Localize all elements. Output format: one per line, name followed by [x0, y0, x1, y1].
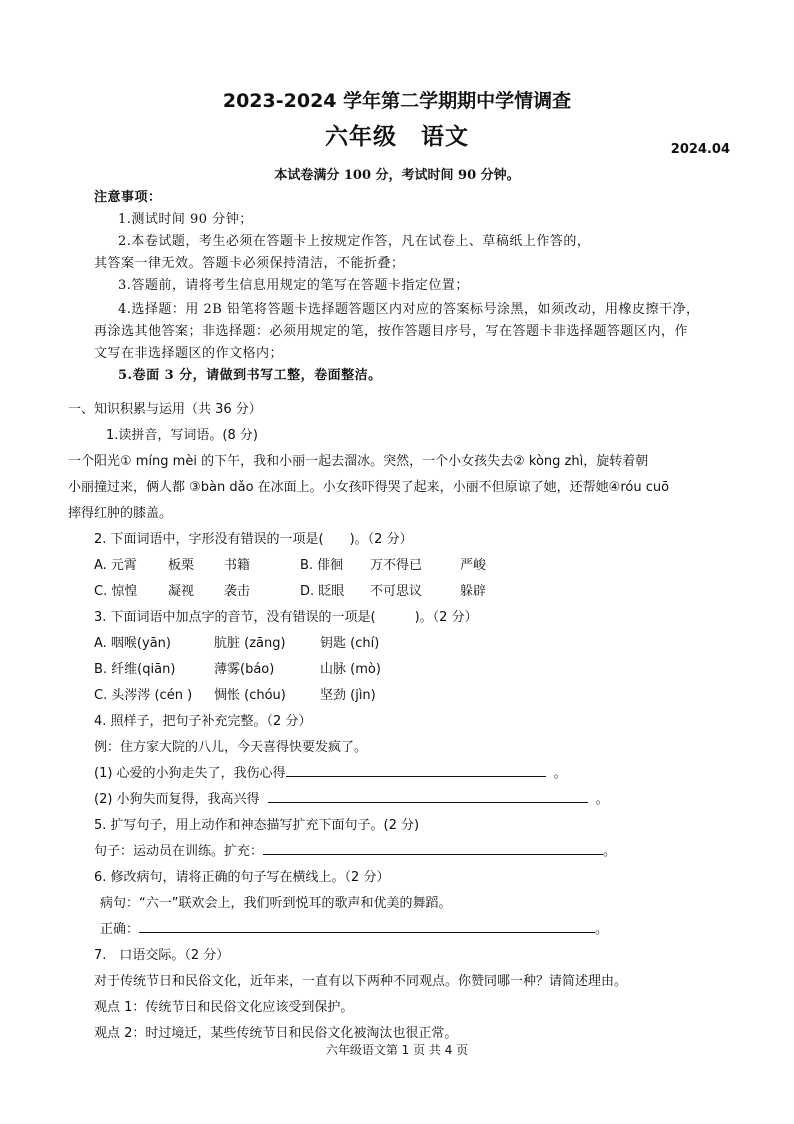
notice-item: 2.本卷试题，考生必须在答题卡上按规定作答，凡在试卷上、草稿纸上作答的， — [118, 234, 591, 249]
q3-option-a-word: A. 咽喉(yān) — [94, 636, 171, 651]
q5-line — [94, 840, 616, 859]
q2-option-d-word: 躲辟 — [460, 584, 487, 599]
q2-option-c-word: 凝视 — [168, 584, 195, 599]
q2-option-d-word: 不可思议 — [370, 584, 423, 599]
page-footer: 六年级语文第 1 页 共 4 页 — [325, 1043, 469, 1057]
q5-line-text: 句子：运动员在训练。扩充： — [94, 844, 264, 859]
notice-item: 再涂选其他答案；非选择题：必须用规定的笔，按作答题目序号，写在答题卡非选择题答题区内，作 — [94, 324, 689, 339]
q6-correct-line — [100, 918, 608, 937]
q5-line-end: 。 — [603, 844, 617, 859]
q7-prompt: 对于传统节日和民俗文化，近年来，一直有以下两种不同观点。你赞同哪一种？请简述理由。 — [94, 974, 628, 989]
notice-item: 4.选择题：用 2B 铅笔将答题卡选择题答题区内对应的答案标号涂黑，如须改动，用橡皮擦干净， — [118, 302, 700, 317]
q5-answer-blank[interactable] — [263, 842, 603, 855]
q3-option-a-word: 钥匙 (chí) — [320, 636, 380, 651]
q4-line-1-text: (1) 心爱的小狗走失了，我伤心得 — [94, 766, 286, 781]
q7-title: 7. 口语交际。（2 分） — [94, 948, 230, 963]
exam-date: 2024.04 — [670, 142, 730, 157]
notice-item: 3.答题前，请将考生信息用规定的笔写在答题卡指定位置； — [118, 278, 469, 293]
q2-option-a-word: A. 元霄 — [94, 558, 137, 573]
q3-row-c — [94, 684, 376, 703]
q2-row-a — [94, 554, 486, 573]
exam-title: 2023-2024 学年第二学期期中学情调查 — [222, 90, 572, 112]
q4-answer-blank-2[interactable] — [268, 790, 588, 803]
q2-option-c-word: C. 惊惶 — [94, 584, 138, 599]
q3-title: 3. 下面词语中加点字的音节，没有错误的一项是( )。（2 分） — [94, 610, 478, 625]
q6-correct-end: 。 — [595, 922, 609, 937]
q4-line-2-end: 。 — [595, 792, 609, 807]
q3-option-c-word: C. 头涔涔 (cén ) — [94, 688, 193, 703]
notice-item: 5.卷面 3 分，请做到书写工整，卷面整洁。 — [118, 368, 382, 383]
q4-line-1-end: 。 — [553, 766, 567, 781]
q6-title: 6. 修改病句，请将正确的句子写在横线上。（2 分） — [94, 870, 390, 885]
q3-row-b — [94, 658, 381, 677]
q2-option-a-word: 书籍 — [224, 558, 251, 573]
q4-line-2-text: (2) 小狗失而复得，我高兴得 — [94, 792, 260, 807]
notice-heading: 注意事项： — [94, 190, 162, 205]
notice-item: 1.测试时间 90 分钟； — [118, 212, 253, 227]
q6-correct-label: 正确： — [100, 922, 140, 937]
q5-title: 5. 扩写句子，用上动作和神态描写扩充下面句子。(2 分) — [94, 818, 420, 833]
q2-option-a-word: 板栗 — [168, 558, 195, 573]
q2-option-d-word: D. 眨眼 — [300, 584, 345, 599]
q4-answer-blank-1[interactable] — [286, 764, 546, 777]
q1-title: 1.读拼音，写词语。(8 分) — [106, 428, 258, 443]
q2-row-c — [94, 580, 486, 599]
q1-text-line: 一个阳光① míng mèi 的下午，我和小丽一起去溜冰。突然，一个小女孩失去② kòng zhì，旋转着朝 — [68, 454, 649, 469]
q3-option-c-word: 坚劲 (jìn) — [320, 688, 376, 703]
q3-option-b-word: 薄雾(báo) — [214, 662, 275, 677]
q4-line-1 — [94, 762, 567, 781]
q2-option-c-word: 袭击 — [224, 584, 251, 599]
q6-sick-sentence: 病句：“六一”联欢会上，我们听到悦耳的歌声和优美的舞蹈。 — [100, 896, 452, 911]
q3-option-c-word: 惆怅 (chóu) — [214, 688, 286, 703]
q2-option-b-word: 万不得已 — [370, 558, 423, 573]
q3-option-b-word: 山脉 (mò) — [320, 662, 381, 677]
q4-line-2 — [94, 788, 609, 807]
section-heading: 一、知识积累与运用（共 36 分） — [68, 402, 262, 417]
q1-text-line: 摔得红肿的膝盖。 — [68, 506, 173, 521]
q1-text-line: 小丽撞过来，俩人都 ③bàn dǎo 在冰面上。小女孩吓得哭了起来，小丽不但原谅了她，还帮她④róu cuō — [68, 480, 670, 495]
exam-subtitle: 六年级 语文 — [325, 124, 469, 150]
q2-option-b-word: B. 俳徊 — [300, 558, 344, 573]
q2-title: 2. 下面词语中，字形没有错误的一项是( )。（2 分） — [94, 532, 413, 547]
q7-view-2: 观点 2：时过境迁，某些传统节日和民俗文化被淘汰也很正常。 — [94, 1026, 458, 1041]
q6-answer-blank[interactable] — [139, 920, 595, 933]
q2-option-b-word: 严峻 — [460, 558, 487, 573]
notice-item: 其答案一律无效。答题卡必须保持清洁，不能折叠； — [94, 256, 405, 271]
q3-row-a — [94, 632, 379, 651]
q3-option-a-word: 肮脏 (zāng) — [214, 636, 286, 651]
q4-title: 4. 照样子，把句子补充完整。（2 分） — [94, 714, 312, 729]
notice-item: 文写在非选择题区的作文格内； — [94, 346, 284, 361]
q3-option-b-word: B. 纤维(qiān) — [94, 662, 176, 677]
q4-example: 例：住方家大院的八儿，今天喜得快要发疯了。 — [94, 740, 368, 755]
score-line: 本试卷满分 100 分，考试时间 90 分钟。 — [274, 168, 520, 183]
q7-view-1: 观点 1：传统节日和民俗文化应该受到保护。 — [94, 1000, 354, 1015]
